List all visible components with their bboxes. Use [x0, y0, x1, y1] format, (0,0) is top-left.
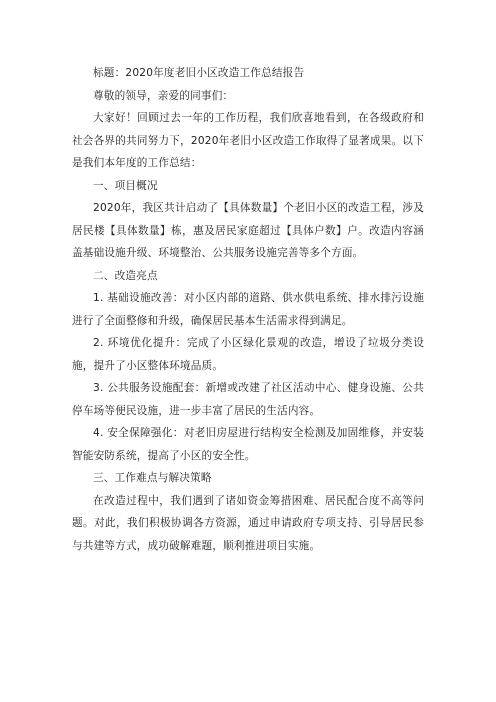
difficulties-paragraph: 在改造过程中，我们遇到了诸如资金筹措困难、居民配合度不高等问题。对此，我们积极协调各方资源，通过申请政府专项支持、引导居民参与共建等方式，成功破解难题，顺利推进项目实施。: [72, 494, 424, 552]
salutation: 尊敬的领导，亲爱的同事们：: [93, 89, 234, 102]
overview-paragraph: 2020年，我区共计启动了【具体数量】个老旧小区的改造工程，涉及居民楼【具体数量】栋，惠及居民家庭超过【具体户数】户。改造内容涵盖基础设施升级、环境整治、公共服务设施完善等多个方面。: [72, 202, 424, 259]
document-body: [72, 62, 424, 557]
highlight-item-4: 4. 安全保障强化：对老旧房屋进行结构安全检测及加固维修，并安装智能安防系统，提高了小区的安全性。: [72, 427, 424, 462]
intro-paragraph: 大家好！回顾过去一年的工作历程，我们欣喜地看到，在各级政府和社会各界的共同努力下，2020年老旧小区改造工作取得了显著成果。以下是我们本年度的工作总结：: [72, 112, 424, 169]
highlight-item-1: 1. 基础设施改善：对小区内部的道路、供水供电系统、排水排污设施进行了全面整修和升级，确保居民基本生活需求得到满足。: [72, 292, 424, 327]
section-heading-highlights: 二、改造亮点: [93, 269, 158, 282]
highlight-item-2: 2. 环境优化提升：完成了小区绿化景观的改造，增设了垃圾分类设施，提升了小区整体环境品质。: [72, 337, 424, 372]
section-heading-difficulties: 三、工作难点与解决策略: [93, 472, 212, 484]
document-title: 标题：2020年度老旧小区改造工作总结报告: [93, 67, 305, 79]
section-heading-overview: 一、项目概况: [93, 179, 158, 192]
highlight-item-3: 3. 公共服务设施配套：新增或改建了社区活动中心、健身设施、公共停车场等便民设施，进一步丰富了居民的生活内容。: [72, 382, 424, 417]
